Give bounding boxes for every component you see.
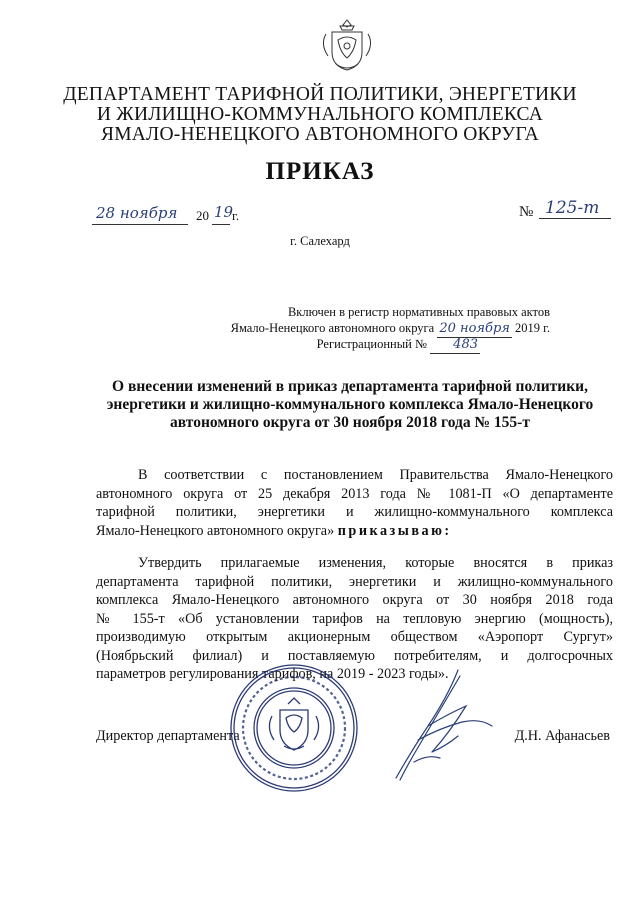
body-line: тарифной политики, энергетики и жилищно-коммунального комплекса — [96, 504, 613, 520]
body-line — [96, 522, 613, 541]
body-line: комплекса Ямало-Ненецкого автономного округа от 30 ноября 2018 года — [96, 592, 613, 608]
body-line: автономного округа от 25 декабря 2013 года № 1081-П «О департаменте — [96, 485, 613, 502]
body-line: (Ноябрьский филиал) и поставляемую потребителям, и долгосрочных — [96, 647, 613, 664]
date-underline — [92, 224, 188, 225]
official-seal-stamp — [228, 662, 360, 794]
body-line: департамента тарифной политики, энергетики и жилищно-коммунального — [96, 573, 613, 590]
registration-year: 2019 г. — [515, 321, 550, 335]
department-name-line-3: ЯМАЛО-НЕНЕЦКОГО АВТОНОМНОГО ОКРУГА — [101, 124, 539, 145]
city-name: г. Салехард — [290, 234, 350, 248]
signatory-position: Директор департамента — [96, 728, 240, 744]
coat-of-arms-emblem — [318, 18, 376, 74]
body-line: Утвердить прилагаемые изменения, которые вносятся в приказ — [138, 555, 613, 571]
body-paragraph-1 — [96, 466, 613, 540]
number-underline — [539, 218, 611, 219]
order-date — [92, 203, 252, 228]
body-line: параметров регулирования тарифов, на 2019 - 2023 годы». — [96, 666, 449, 682]
year-underline — [212, 224, 230, 225]
registration-line-3 — [80, 336, 550, 354]
subject-line-1: О внесении изменений в приказ департамента тарифной политики, — [112, 378, 588, 395]
registration-date-handwritten: 20 ноября — [439, 321, 510, 336]
order-number — [519, 198, 619, 222]
body-line: В соответствии с постановлением Правительства Ямало-Ненецкого — [138, 467, 613, 483]
registration-region: Ямало-Ненецкого автономного округа — [230, 321, 435, 335]
number-sign: № — [519, 204, 534, 220]
registration-number-handwritten: 483 — [430, 337, 480, 354]
signatory-name: Д.Н. Афанасьев — [514, 728, 610, 744]
subject-line-3: автономного округа от 30 ноября 2018 года № 155-т — [170, 414, 530, 431]
order-number-handwritten: 125-т — [545, 198, 600, 218]
order-year-handwritten: 19 — [214, 203, 234, 221]
order-directive: приказываю: — [337, 522, 452, 539]
document-type-title: ПРИКАЗ — [265, 158, 375, 185]
order-date-handwritten: 28 ноября — [96, 204, 178, 222]
handwritten-signature — [388, 666, 498, 784]
registration-line-1: Включен в регистр нормативных правовых актов — [287, 305, 550, 319]
order-year-prefix: 20 — [196, 208, 209, 223]
department-name-line-2: И ЖИЛИЩНО-КОММУНАЛЬНОГО КОМПЛЕКСА — [96, 104, 544, 125]
body-text: Ямало-Ненецкого автономного округа» — [96, 522, 335, 539]
body-line: производимую открытым акционерным обществом «Аэропорт Сургут» — [96, 629, 613, 645]
subject-line-2: энергетики и жилищно-коммунального комплекса Ямало-Ненецкого — [106, 396, 594, 413]
body-line: № 155-т «Об установлении тарифов на тепловую энергию (мощность), — [96, 610, 613, 627]
registration-number-label: Регистрационный № — [316, 337, 427, 351]
order-year-suffix: г. — [232, 208, 240, 223]
department-name-line-1: ДЕПАРТАМЕНТ ТАРИФНОЙ ПОЛИТИКИ, ЭНЕРГЕТИКИ — [63, 84, 577, 105]
